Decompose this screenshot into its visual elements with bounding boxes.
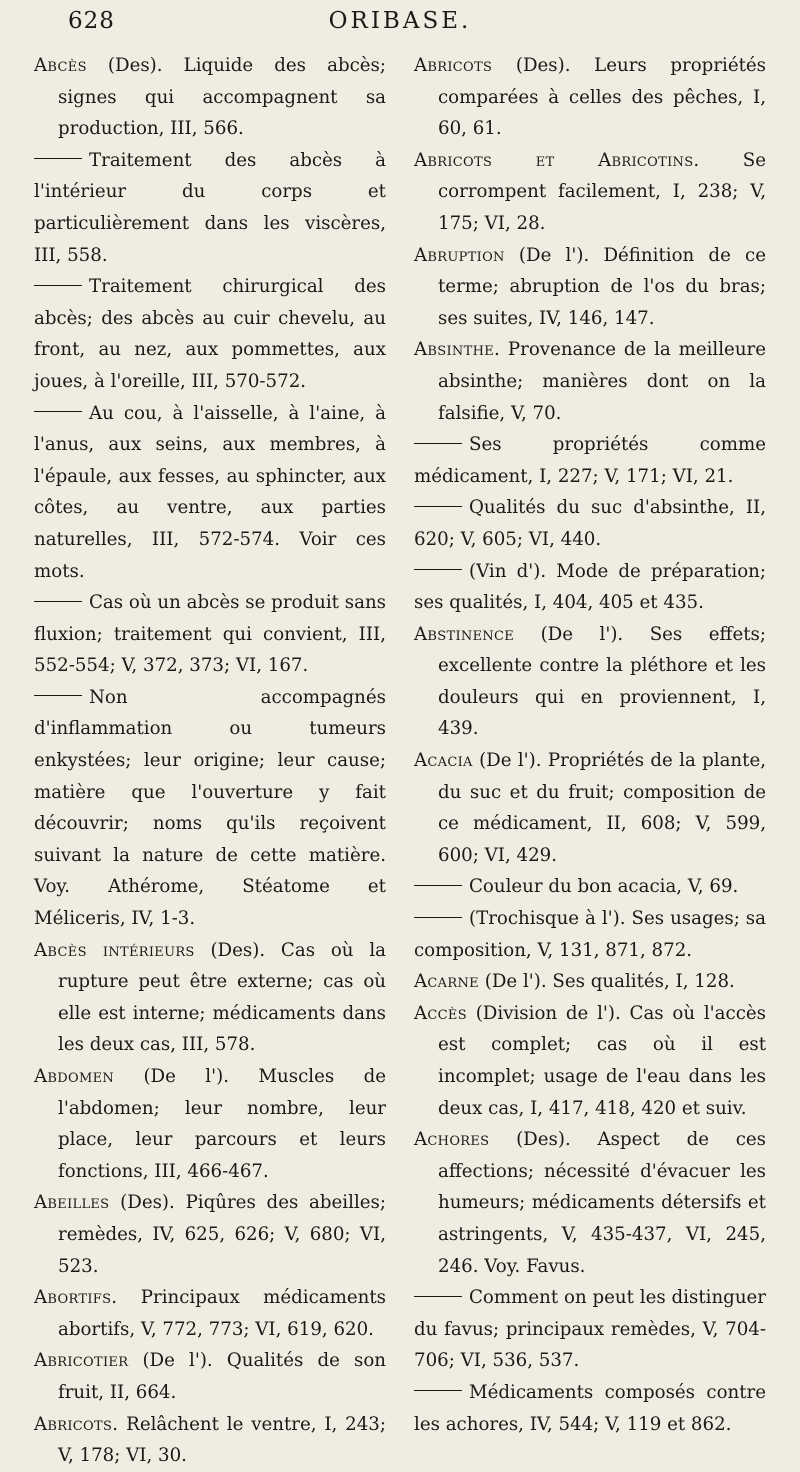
entry-text: Traitement des abcès à l'intérieur du corps et particulièrement dans les viscères, III, 558. (34, 149, 386, 266)
index-entry (414, 745, 766, 871)
index-entry (414, 1124, 766, 1282)
index-subentry (414, 903, 766, 966)
index-entry (34, 935, 386, 1061)
entry-text: (De l'). Qualités de son fruit, II, 664. (58, 1350, 386, 1403)
entry-text: Provenance de la meilleure absinthe; manières dont on la falsifie, V, 70. (438, 339, 766, 424)
right-column (414, 50, 766, 1472)
entry-headword: Absinthe. (414, 339, 501, 361)
entry-text: (Des). Liquide des abcès; signes qui accompagnent sa production, III, 566. (58, 55, 386, 140)
ditto-dash (414, 506, 462, 507)
entry-headword: Abcès intérieurs (34, 939, 195, 961)
entry-text: (Des). Piqûres des abeilles; remèdes, IV, 625, 626; V, 680; VI, 523. (58, 1192, 386, 1277)
index-subentry (34, 587, 386, 682)
index-subentry (34, 682, 386, 935)
left-column (34, 50, 386, 1472)
entry-text: Ses propriétés comme médicament, I, 227; V, 171; VI, 21. (414, 434, 766, 487)
entry-text: Principaux médicaments abortifs, V, 772, 773; VI, 619, 620. (58, 1287, 386, 1340)
entry-text: Au cou, à l'aisselle, à l'aine, à l'anus, aux seins, aux membres, à l'épaule, aux fesses, au sphincter, aux côtes, au ventre, aux parties naturelles, III, 572-574. Voir ces mots. (34, 402, 386, 582)
index-entry (414, 240, 766, 335)
index-subentry (34, 271, 386, 397)
index-entry (414, 334, 766, 429)
entry-headword: Abricots (414, 55, 493, 76)
index-subentry (414, 1377, 766, 1440)
index-subentry (414, 429, 766, 492)
index-entry (34, 1282, 386, 1345)
entry-headword: Abeilles (34, 1192, 110, 1214)
entry-text: (Des). Cas où la rupture peut être externe; cas où elle est interne; médicaments dans les deux cas, III, 578. (58, 939, 386, 1056)
entry-headword: Accès (414, 1002, 467, 1024)
entry-text: (Des). Leurs propriétés comparées à celles des pêches, I, 60, 61. (438, 55, 766, 140)
entry-text: Traitement chirurgical des abcès; des abcès au cuir chevelu, au front, au nez, aux pommettes, aux joues, à l'oreille, III, 570-572. (34, 276, 386, 392)
page-header (34, 0, 766, 46)
index-entry (414, 50, 766, 145)
entry-text: Comment on peut les distinguer du favus; principaux remèdes, V, 704-706; VI, 536, 537. (414, 1287, 766, 1372)
ditto-dash (414, 1390, 462, 1391)
entry-text: (Vin d'). Mode de préparation; ses qualités, I, 404, 405 et 435. (414, 560, 766, 614)
entry-headword: Abortifs. (34, 1287, 118, 1309)
entry-headword: Acacia (414, 750, 473, 772)
index-entry (414, 145, 766, 240)
ditto-dash (34, 158, 82, 159)
index-subentry (414, 1282, 766, 1377)
entry-headword: Abruption (414, 244, 505, 266)
entry-text: Relâchent le ventre, I, 243; V, 178; VI, 30. (58, 1413, 386, 1467)
entry-headword: Abricots et Abricotins. (414, 149, 700, 171)
index-entry (414, 966, 766, 998)
ditto-dash (34, 411, 82, 412)
entry-text: (De l'). Ses effets; excellente contre la pléthore et les douleurs qui en proviennent, I, 439. (438, 623, 766, 740)
entry-headword: Abricots. (34, 1413, 119, 1435)
ditto-dash (414, 1296, 462, 1297)
index-subentry (414, 492, 766, 555)
ditto-dash (34, 695, 82, 696)
ditto-dash (414, 443, 462, 444)
entry-headword: Acarne (414, 971, 479, 993)
entry-text: Se corrompent facilement, I, 238; V, 175; VI, 28. (438, 149, 766, 234)
ditto-dash (34, 601, 82, 602)
running-head: ORIBASE. (328, 8, 472, 34)
entry-text: Médicaments composés contre les achores, IV, 544; V, 119 et 862. (414, 1381, 766, 1435)
entry-text: (Trochisque à l'). Ses usages; sa composition, V, 131, 871, 872. (414, 908, 766, 961)
ditto-dash (34, 285, 82, 286)
entry-text: Cas où un abcès se produit sans fluxion; traitement qui convient, III, 552-554; V, 372, 373; VI, 167. (34, 592, 386, 677)
index-subentry (34, 145, 386, 271)
ditto-dash (414, 917, 462, 918)
index-subentry (414, 556, 766, 619)
entry-headword: Abdomen (34, 1066, 115, 1087)
entry-headword: Abstinence (414, 623, 515, 645)
index-entry (34, 50, 386, 145)
entry-text: (De l'). Muscles de l'abdomen; leur nombre, leur place, leur parcours et leurs fonctions, III, 466-467. (58, 1066, 386, 1182)
index-entry (34, 1061, 386, 1187)
entry-headword: Abcès (34, 55, 87, 76)
ditto-dash (414, 885, 462, 886)
entry-text: (De l'). Propriétés de la plante, du suc et du fruit; composition de ce médicament, II, 608; V, 599, 600; VI, 429. (438, 750, 766, 866)
entry-text: (Division de l'). Cas où l'accès est complet; cas où il est incomplet; usage de l'eau dans les deux cas, I, 417, 418, 420 et suiv. (438, 1002, 766, 1119)
index-entry (34, 1187, 386, 1282)
entry-text: (Des). Aspect de ces affections; nécessité d'évacuer les humeurs; médicaments détersifs et astringents, V, 435-437, VI, 245, 246. Voy. Favus. (438, 1129, 766, 1277)
index-entry (34, 1345, 386, 1408)
entry-text: Couleur du bon acacia, V, 69. (469, 876, 739, 898)
entry-headword: Achores (414, 1129, 490, 1151)
index-entry (34, 1409, 386, 1472)
entry-headword: Abricotier (34, 1350, 129, 1372)
index-entry (414, 998, 766, 1124)
index-entry (414, 619, 766, 745)
entry-text: Non accompagnés d'inflammation ou tumeurs enkystées; leur origine; leur cause; matière que l'ouverture y fait découvrir; noms qu'ils reçoivent suivant la nature de cette matière. Voy. Athérome, Stéatome et Méliceris, IV, 1-3. (34, 686, 386, 930)
index-subentry (34, 398, 386, 588)
entry-text: (De l'). Ses qualités, I, 128. (478, 971, 735, 993)
entry-text: Qualités du suc d'absinthe, II, 620; V, 605; VI, 440. (414, 497, 766, 550)
entry-text: (De l'). Définition de ce terme; abruption de l'os du bras; ses suites, IV, 146, 147. (438, 244, 766, 329)
ditto-dash (414, 569, 462, 570)
index-subentry (414, 871, 766, 903)
index-columns (34, 50, 766, 1472)
page-number: 628 (68, 8, 115, 34)
